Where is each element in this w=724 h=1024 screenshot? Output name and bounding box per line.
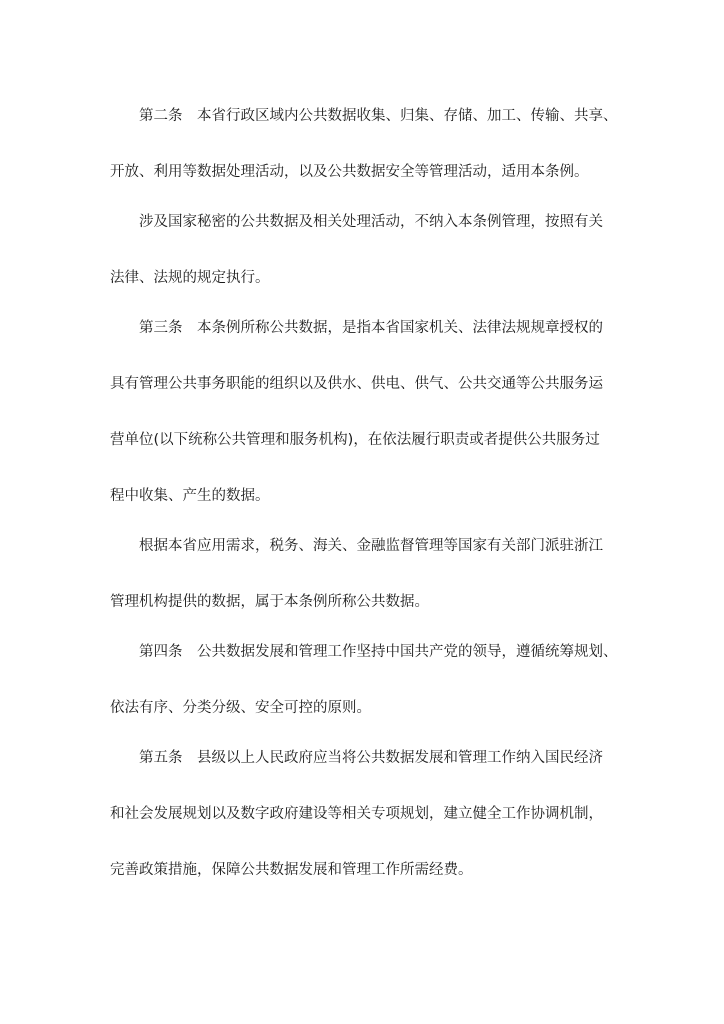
article-5-line-1: 第五条 县级以上人民政府应当将公共数据发展和管理工作纳入国民经济 [139,750,603,766]
article-3-line-2: 具有管理公共事务职能的组织以及供水、供电、供气、公共交通等公共服务运 [110,376,603,392]
article-4-line-1: 第四条 公共数据发展和管理工作坚持中国共产党的领导，遵循统筹规划、 [139,644,618,660]
article-2-para-2-line-2: 法律、法规的规定执行。 [110,270,270,286]
article-3-line-1: 第三条 本条例所称公共数据，是指本省国家机关、法律法规规章授权的 [139,320,603,336]
article-3-line-4: 程中收集、产生的数据。 [110,488,270,504]
article-2-para-2-line-1: 涉及国家秘密的公共数据及相关处理活动，不纳入本条例管理，按照有关 [139,214,603,230]
article-3-para-2-line-2: 管理机构提供的数据，属于本条例所称公共数据。 [110,594,429,610]
article-5-line-3: 完善政策措施，保障公共数据发展和管理工作所需经费。 [110,862,473,878]
article-4-line-2: 依法有序、分类分级、安全可控的原则。 [110,700,371,716]
article-3-line-3: 营单位(以下统称公共管理和服务机构)，在依法履行职责或者提供公共服务过 [110,432,600,448]
article-2-line-2: 开放、利用等数据处理活动，以及公共数据安全等管理活动，适用本条例。 [110,164,589,180]
article-3-para-2-line-1: 根据本省应用需求，税务、海关、金融监督管理等国家有关部门派驻浙江 [139,538,603,554]
article-2-line-1: 第二条 本省行政区域内公共数据收集、归集、存储、加工、传输、共享、 [139,108,618,124]
article-5-line-2: 和社会发展规划以及数字政府建设等相关专项规划，建立健全工作协调机制， [110,806,603,822]
